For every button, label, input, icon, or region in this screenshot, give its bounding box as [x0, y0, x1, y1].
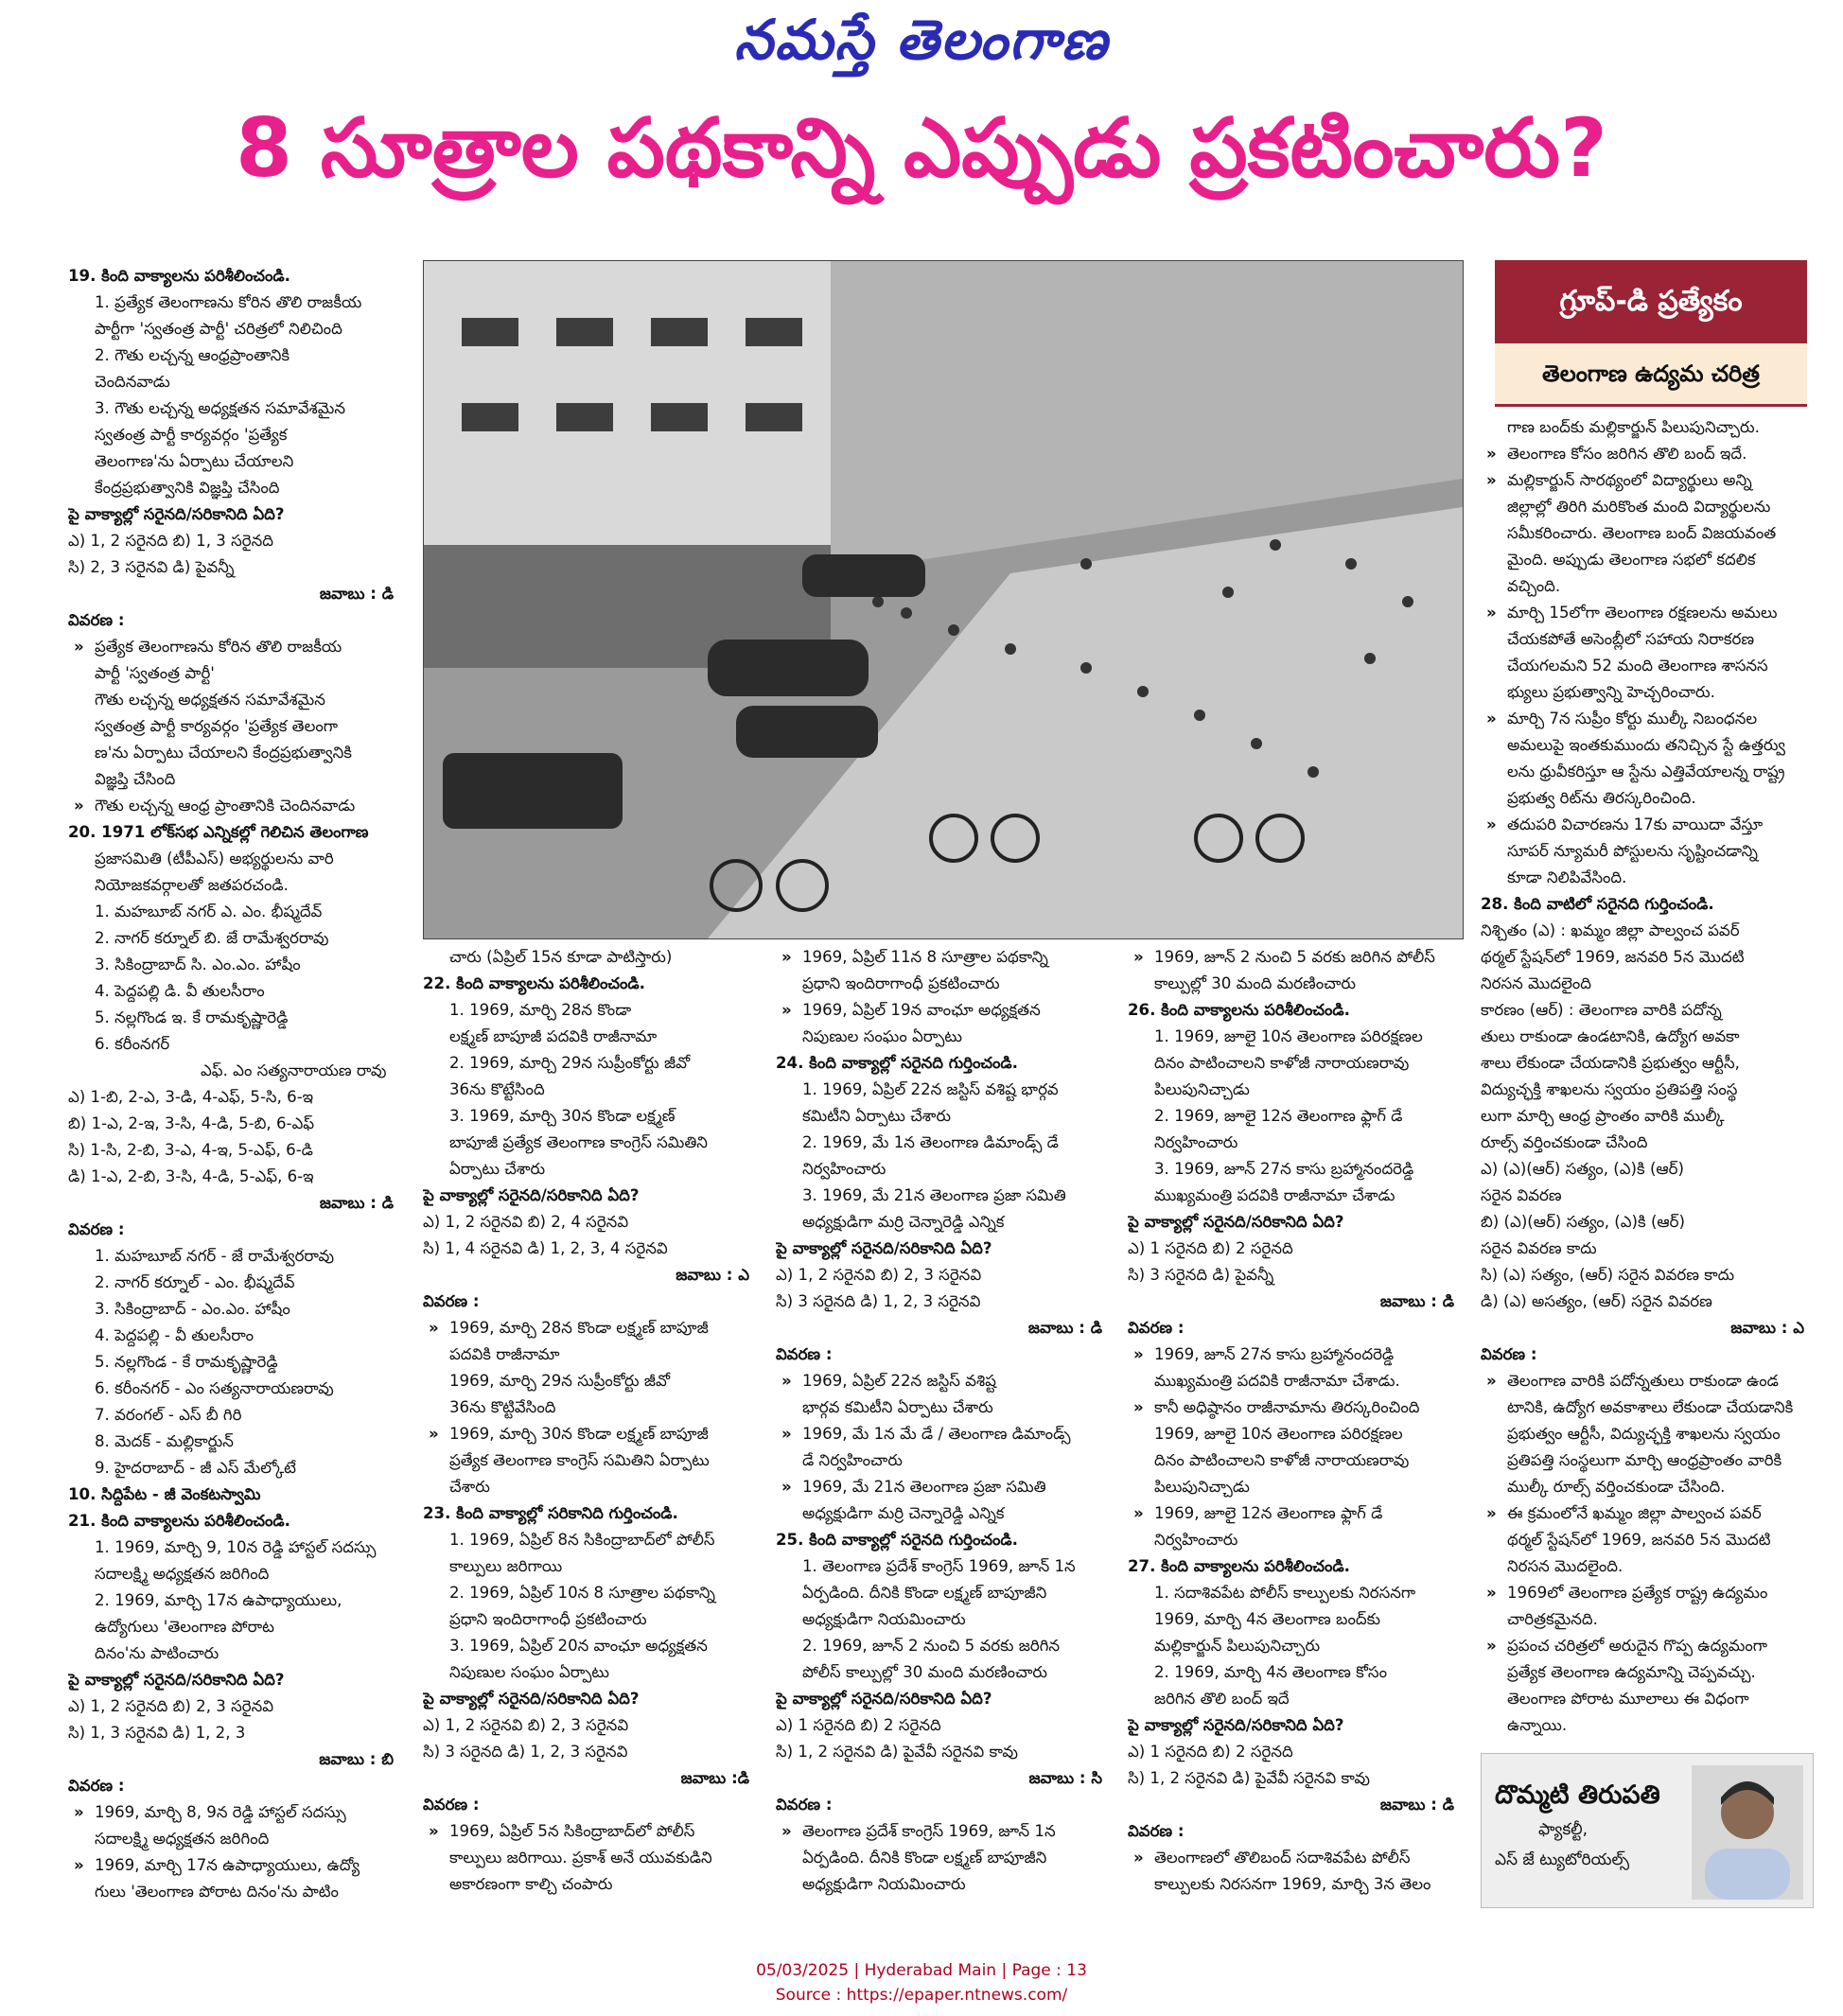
text-line: 5. నల్లగొండ ఇ. కే రామకృష్ణారెడ్డి [95, 1008, 289, 1026]
text-line: లక్ష్మణ్ బాపూజీ పదవికి రాజీనామా [449, 1027, 658, 1045]
text-line: పై వాక్యాల్లో సరైనది/సరికానిది ఏది? [776, 1239, 992, 1257]
text-line: పై వాక్యాల్లో సరైనది/సరికానిది ఏది? [1128, 1213, 1344, 1231]
text-line: 26. కింది వాక్యాలను పరిశీలించండి. [1128, 1001, 1350, 1019]
text-line: కాల్పులు జరిగాయి. ప్రకాశ్ అనే యువకుడిని [449, 1849, 712, 1867]
news-photo [423, 260, 1464, 939]
text-line: నిశ్చితం (ఎ) : ఖమ్మం జిల్లా పాల్వంచ పవర్ [1481, 921, 1740, 939]
text-line: » 1969, మే 21న తెలంగాణ ప్రజా సమితి [776, 1474, 1110, 1500]
text-line: ప్రభుత్వ రిట్‌ను తిరస్కరించింది. [1507, 789, 1696, 807]
text-line: ప్రభుత్వం ఆర్టీసీ, విద్యుచ్ఛక్తి శాఖలను స్వయం [1507, 1425, 1781, 1443]
text-line: చారు (ఏప్రిల్ 15న కూడా పాటిస్తారు) [449, 948, 673, 966]
text-line: » 1969, మార్చి 17న ఉపాధ్యాయులు, ఉద్యో [68, 1852, 401, 1879]
special-tag: గ్రూప్-డి ప్రత్యేకం [1495, 260, 1807, 343]
headline: 8 సూత్రాల పథకాన్ని ఎప్పుడు ప్రకటించారు? [236, 101, 1607, 196]
author-organization: ఎస్ జే ట్యుటోరియల్స్ [1495, 1850, 1630, 1869]
text-line: నిర్వహించారు [1154, 1133, 1238, 1151]
text-line: » 1969, మే 1న మే డే / తెలంగాణ డిమాండ్స్ [776, 1421, 1110, 1447]
text-line: జవాబు : డి [319, 1194, 394, 1212]
text-line: జరిగిన తొలి బంద్ ఇదే [1154, 1690, 1290, 1708]
text-line: చెందినవాడు [95, 373, 170, 391]
text-line: 8. మెదక్ - మల్లికార్జున్ [95, 1432, 234, 1450]
text-line: 23. కింది వాక్యాల్లో సరికానిది గుర్తించండి. [423, 1504, 678, 1522]
text-line: 3. 1969, మే 21న తెలంగాణ ప్రజా సమితి [802, 1186, 1066, 1204]
text-line: పై వాక్యాల్లో సరైనది/సరికానిది ఏది? [423, 1690, 640, 1708]
text-line: వివరణ : [423, 1796, 480, 1814]
text-line: 28. కింది వాటిలో సరైనది గుర్తించండి. [1481, 895, 1714, 913]
text-line: » 1969, ఏప్రిల్ 11న 8 సూత్రాల పథకాన్ని [776, 944, 1110, 971]
text-line: టానికి, ఉద్యోగ అవకాశాలు లేకుండా చేయడానికి [1507, 1398, 1794, 1416]
article-column-5 [1481, 414, 1812, 1746]
text-line: ఎ) 1 సరైనది బి) 2 సరైనది [1128, 1239, 1293, 1257]
text-line: 6. కరీంనగర్ - ఎం సత్యనారాయణరావు [95, 1379, 334, 1397]
text-line: బాపూజీ ప్రత్యేక తెలంగాణ కాంగ్రెస్ సమితిని [449, 1133, 708, 1151]
text-line: జవాబు : బి [319, 1750, 394, 1768]
text-line: » తెలంగాణ కోసం జరిగిన తొలి బంద్ ఇదే. [1481, 441, 1812, 467]
text-line: అకారణంగా కాల్చి చంపారు [449, 1875, 613, 1893]
text-line: దినం పాటించాలని కాళోజీ నారాయణరావు [1154, 1054, 1410, 1072]
text-line: 3. 1969, మార్చి 30న కొండా లక్ష్మణ్ [449, 1107, 676, 1125]
text-line: కాల్పుల్లో 30 మంది మరణించారు [1154, 974, 1356, 992]
text-line: నిపుణుల సంఘం ఏర్పాటు [802, 1027, 962, 1045]
text-line: వివరణ : [68, 1777, 125, 1795]
text-line: ప్రజాసమితి (టీపీఎస్) అభ్యర్థులను వారి [95, 850, 334, 868]
text-line: సి) 3 సరైనది డి) 1, 2, 3 సరైనవి [423, 1743, 628, 1761]
text-line: పై వాక్యాల్లో సరైనది/సరికానిది ఏది? [423, 1186, 640, 1204]
text-line: పిలుపునిచ్చాడు [1154, 1478, 1250, 1496]
text-line: » 1969, ఏప్రిల్ 5న సికింద్రాబాద్‌లో పోలీస్ [423, 1818, 757, 1845]
text-line: 36ను కొట్టేసింది [449, 1080, 545, 1098]
text-line: తెలంగాణ పోరాట మూలాలు ఈ విధంగా [1507, 1690, 1749, 1708]
text-line: ప్రధాని ఇందిరాగాంధీ ప్రకటించారు [449, 1610, 647, 1628]
text-line: » మల్లికార్జున్ సారథ్యంలో విద్యార్థులు అన్ని [1481, 467, 1812, 494]
author-photo [1692, 1765, 1803, 1900]
text-line: 1. మహబూబ్ నగర్ ఎ. ఎం. భీష్మదేవ్ [95, 903, 323, 920]
text-line: లుగా మార్చి ఆంధ్ర ప్రాంతం వారికి ముల్కీ [1481, 1107, 1725, 1125]
text-line: జవాబు : సి [1028, 1769, 1102, 1787]
text-line: » 1969, మార్చి 8, 9న రెడ్డి హాస్టల్ సదస్సు [68, 1799, 401, 1826]
text-line: 4. పెద్దపల్లి డి. వీ తులసీరాం [95, 982, 265, 1000]
text-line: ఏర్పడింది. దీనికి కొండా లక్ష్మణ్ బాపూజీని [802, 1584, 1047, 1602]
author-role: ఫ్యాకల్టీ, [1538, 1820, 1588, 1839]
text-line: భ్యులు ప్రభుత్వాన్ని హెచ్చరించారు. [1507, 683, 1715, 701]
text-line: అధ్యక్షుడిగా మర్రి చెన్నారెడ్డి ఎన్నిక [802, 1213, 1005, 1231]
text-line: » 1969, జూలై 12న తెలంగాణ ఫ్లాగ్ డే [1128, 1500, 1462, 1527]
text-line: 19. కింది వాక్యాలను పరిశీలించండి. [68, 267, 290, 285]
text-line: ముఖ్యమంత్రి పదవికి రాజీనామా చేశాడు [1154, 1186, 1395, 1204]
text-line: సరైన వివరణ [1481, 1186, 1562, 1204]
text-line: 3. గౌతు లచ్చన్న అధ్యక్షతన సమావేశమైన [95, 399, 345, 417]
text-line: 2. 1969, మార్చి 4న తెలంగాణ కోసం [1154, 1663, 1387, 1681]
text-line: అమలుపై ఇంతకుముందు తనిచ్చిన స్టే ఉత్తర్వు [1507, 736, 1785, 754]
text-line: ఎ) 1, 2 సరైనవి బి) 2, 3 సరైనవి [776, 1266, 982, 1284]
text-line: » మార్చి 15లోగా తెలంగాణ రక్షణలను అమలు [1481, 600, 1812, 626]
text-line: తులు రాకుండా ఉండటానికి, ఉద్యోగ అవకా [1481, 1027, 1740, 1045]
text-line: విజ్ఞప్తి చేసింది [95, 770, 176, 788]
text-line: కేంద్రప్రభుత్వానికి విజ్ఞప్తి చేసింది [95, 479, 280, 497]
text-line: ఎ) 1, 2 సరైనవి బి) 2, 3 సరైనవి [423, 1716, 629, 1734]
text-line: 21. కింది వాక్యాలను పరిశీలించండి. [68, 1512, 290, 1530]
text-line: 1969, మార్చి 4న తెలంగాణ బంద్‌కు [1154, 1610, 1380, 1628]
text-line: పార్టీ 'స్వతంత్ర పార్టీ' [95, 664, 215, 682]
text-line: డి) 1-ఎ, 2-బి, 3-సి, 4-డి, 5-ఎఫ్, 6-ఇ [68, 1167, 314, 1185]
text-line: 9. హైదరాబాద్ - జీ ఎస్ మేల్కోటే [95, 1459, 296, 1477]
text-line: » 1969, జూన్ 2 నుంచి 5 వరకు జరిగిన పోలీస్ [1128, 944, 1462, 971]
text-line: నిరసన మొదలైంది. [1507, 1557, 1624, 1575]
page-footer [0, 1958, 1843, 2007]
text-line: 2. 1969, ఏప్రిల్ 10న 8 సూత్రాల పథకాన్ని [449, 1584, 715, 1602]
text-line: 1969, జూలై 10న తెలంగాణ పరిరక్షణల [1154, 1425, 1403, 1443]
text-line: వివరణ : [1128, 1822, 1185, 1840]
topic-tag: తెలంగాణ ఉద్యమ చరిత్ర [1495, 343, 1807, 407]
text-line: అధ్యక్షుడిగా మర్రి చెన్నారెడ్డి ఎన్నిక [802, 1504, 1005, 1522]
text-line: » 1969, జూన్ 27న కాసు బ్రహ్మానందరెడ్డి [1128, 1341, 1462, 1368]
text-line: ఉన్నాయి. [1507, 1716, 1568, 1734]
text-line: నిర్వహించారు [1154, 1531, 1238, 1549]
text-line: జవాబు : ఎ [1730, 1319, 1804, 1337]
text-line: గాణ బంద్‌కు మల్లికార్జున్ పిలుపునిచ్చారు. [1507, 418, 1760, 436]
text-line: థర్మల్ స్టేషన్‌లో 1969, జనవరి 5న మొదటి [1507, 1531, 1771, 1549]
text-line: 2. గౌతు లచ్చన్న ఆంధ్రప్రాంతానికి [95, 346, 290, 364]
text-line: జవాబు : డి [1379, 1292, 1454, 1310]
text-line: సదాలక్ష్మి అధ్యక్షతన జరిగింది [95, 1565, 270, 1583]
text-line: పై వాక్యాల్లో సరైనది/సరికానిది ఏది? [1128, 1716, 1344, 1734]
text-line: 1. తెలంగాణ ప్రదేశ్ కాంగ్రెస్ 1969, జూన్ 1న [802, 1557, 1076, 1575]
crowd-photo-illustration [424, 261, 1463, 938]
text-line: నిపుణుల సంఘం ఏర్పాటు [449, 1663, 609, 1681]
author-box [1481, 1753, 1814, 1908]
text-line: ఎఫ్. ఎం సత్యనారాయణ రావు [201, 1061, 387, 1079]
text-line: దినం'ను పాటించారు [95, 1644, 219, 1662]
text-line: 1. 1969, జూలై 10న తెలంగాణ పరిరక్షణల [1154, 1027, 1423, 1045]
article-column-1 [68, 263, 401, 1909]
text-line: ణ'ను ఏర్పాటు చేయాలని కేంద్రప్రభుత్వానికి [95, 744, 352, 762]
text-line: 6. కరీంనగర్ [95, 1035, 170, 1053]
text-line: చేయగలమని 52 మంది తెలంగాణ శాసనస [1507, 657, 1768, 675]
text-line: చారిత్రకమైనది. [1507, 1610, 1598, 1628]
text-line: » తెలంగాణలో తొలిబంద్ సదాశివపేట పోలీస్ [1128, 1845, 1462, 1871]
text-line: 1. 1969, మార్చి 9, 10న రెడ్డి హాస్టల్ సదస్సు [95, 1538, 377, 1556]
text-line: సరైన వివరణ కాదు [1481, 1239, 1597, 1257]
text-line: » 1969, మార్చి 30న కొండా లక్ష్మణ్ బాపూజీ [423, 1421, 757, 1447]
text-line: 24. కింది వాక్యాల్లో సరైనది గుర్తించండి. [776, 1054, 1018, 1072]
text-line: జవాబు : డి [319, 585, 394, 603]
author-name: దొమ్మటి తిరుపతి [1495, 1780, 1660, 1810]
text-line: 3. 1969, జూన్ 27న కాసు బ్రహ్మానందరెడ్డి [1154, 1160, 1414, 1178]
text-line: 2. నాగర్ కర్నూల్ బి. జే రామేశ్వరరావు [95, 929, 329, 947]
text-line: వివరణ : [68, 611, 125, 629]
text-line: కాల్పులు జరిగాయి [449, 1557, 563, 1575]
text-line: » మార్చి 7న సుప్రీం కోర్టు ముల్కీ నిబంధనల [1481, 706, 1812, 732]
text-line: ముఖ్యమంత్రి పదవికి రాజీనామా చేశాడు. [1154, 1372, 1400, 1390]
text-line: జిల్లాల్లో తిరిగి మరికొంత మంది విద్యార్థులను [1507, 498, 1771, 516]
text-line: 2. 1969, మే 1న తెలంగాణ డిమాండ్స్ డే [802, 1133, 1059, 1151]
text-line: సమీకరించారు. తెలంగాణ బంద్ విజయవంత [1507, 524, 1777, 542]
text-line: 2. 1969, మార్చి 17న ఉపాధ్యాయులు, [95, 1591, 342, 1609]
text-line: డే నిర్వహించారు [802, 1451, 903, 1469]
text-line: వివరణ : [776, 1345, 833, 1363]
text-line: 4. పెద్దపల్లి - వీ తులసీరాం [95, 1326, 255, 1344]
text-line: రూల్స్ వర్తించకుండా చేసింది [1481, 1133, 1648, 1151]
text-line: కూడా నిలిపివేసింది. [1507, 868, 1627, 886]
text-line: సదాలక్ష్మి అధ్యక్షతన జరిగింది [95, 1830, 270, 1848]
text-line: నిరసన మొదలైంది [1481, 974, 1591, 992]
text-line: » ప్రత్యేక తెలంగాణను కోరిన తొలి రాజకీయ [68, 634, 401, 660]
text-line: 3. 1969, ఏప్రిల్ 20న వాంఛూ అధ్యక్షతన [449, 1637, 708, 1655]
text-line: వివరణ : [776, 1796, 833, 1814]
text-line: భార్గవ కమిటీని ఏర్పాటు చేశారు [802, 1398, 993, 1416]
text-line: వివరణ : [68, 1220, 125, 1238]
text-line: జవాబు : డి [1027, 1319, 1102, 1337]
text-line: కారణం (ఆర్) : తెలంగాణ వారికి పదోన్న [1481, 1001, 1722, 1019]
text-line: 1. 1969, ఏప్రిల్ 8న సికింద్రాబాద్‌లో పోలీస్ [449, 1531, 715, 1549]
text-line: జవాబు : డి [1379, 1796, 1454, 1814]
text-line: 25. కింది వాక్యాల్లో సరైనది గుర్తించండి. [776, 1531, 1018, 1549]
text-line: 3. సికింద్రాబాద్ - ఎం.ఎం. హాషీం [95, 1300, 290, 1318]
text-line: నిర్వహించారు [802, 1160, 886, 1178]
masthead-logo: నమస్తే తెలంగాణ [734, 8, 1109, 72]
text-line: బి) 1-ఎ, 2-ఇ, 3-సి, 4-డి, 5-బి, 6-ఎఫ్ [68, 1114, 315, 1132]
text-line: 1969, మార్చి 29న సుప్రీంకోర్టు జీవో [449, 1372, 671, 1390]
text-line: కాల్పులకు నిరసనగా 1969, మార్చి 3న తెలం [1154, 1875, 1431, 1893]
text-line: మల్లికార్జున్ పిలుపునిచ్చారు [1154, 1637, 1321, 1655]
text-line: పిలుపునిచ్చాడు [1154, 1080, 1250, 1098]
text-line: ఎ) 1-బి, 2-ఎ, 3-డి, 4-ఎఫ్, 5-సి, 6-ఇ [68, 1088, 314, 1106]
text-line: 2. నాగర్ కర్నూల్ - ఎం. భీష్మదేవ్ [95, 1273, 295, 1291]
text-line: ప్రత్యేక తెలంగాణ కాంగ్రెస్ సమితిని ఏర్పాటు [449, 1451, 710, 1469]
text-line: 1. 1969, ఏప్రిల్ 22న జస్టిస్ వశిష్ట భార్గవ [802, 1080, 1059, 1098]
text-line: » గౌతు లచ్చన్న ఆంధ్ర ప్రాంతానికి చెందినవాడు [68, 793, 401, 819]
text-line: 1. 1969, మార్చి 28న కొండా [449, 1001, 632, 1019]
text-line: గౌతు లచ్చన్న అధ్యక్షతన సమావేశమైన [95, 691, 325, 709]
text-line: » తదుపరి విచారణను 17కు వాయిదా వేస్తూ [1481, 812, 1812, 838]
article-column-2 [423, 944, 757, 1909]
text-line: » 1969, మార్చి 28న కొండా లక్ష్మణ్ బాపూజీ [423, 1315, 757, 1341]
text-line: డి) (ఎ) అసత్యం, (ఆర్) సరైన వివరణ [1481, 1292, 1712, 1310]
text-line: స్వతంత్ర పార్టీ కార్యవర్గం 'ప్రత్యేక [95, 426, 288, 444]
text-line: పోలీస్ కాల్పుల్లో 30 మంది మరణించారు [802, 1663, 1047, 1681]
text-line: బి) (ఎ)(ఆర్) సత్యం, (ఎ)కి (ఆర్) [1481, 1213, 1685, 1231]
text-line: ఎ) 1, 2 సరైనవి బి) 2, 4 సరైనవి [423, 1213, 629, 1231]
text-line: విద్యుచ్ఛక్తి శాఖలను స్వయం ప్రతిపత్తి సంస్థ [1481, 1080, 1738, 1098]
text-line: 3. సికింద్రాబాద్ సి. ఎం.ఎం. హాషీం [95, 955, 301, 973]
text-line: సి) 1, 3 సరైనవి డి) 1, 2, 3 [68, 1724, 246, 1742]
text-line: » 1969లో తెలంగాణ ప్రత్యేక రాష్ట్ర ఉద్యమం [1481, 1580, 1812, 1606]
text-line: » ప్రపంచ చరిత్రలో అరుదైన గొప్ప ఉద్యమంగా [1481, 1633, 1812, 1659]
text-line: అధ్యక్షుడిగా నియమించారు [802, 1875, 966, 1893]
text-line: 27. కింది వాక్యాలను పరిశీలించండి. [1128, 1557, 1350, 1575]
text-line: శాలు లేకుండా చేయడానికి ప్రభుత్వం ఆర్టీసీ, [1481, 1054, 1740, 1072]
text-line: 1. ప్రత్యేక తెలంగాణను కోరిన తొలి రాజకీయ [95, 293, 362, 311]
text-line: ప్రధాని ఇందిరాగాంధీ ప్రకటించారు [802, 974, 1000, 992]
text-line: 5. నల్లగొండ - కే రామకృష్ణారెడ్డి [95, 1353, 278, 1371]
text-line: సూపర్ న్యూమరీ పోస్టులను సృష్టించడాన్ని [1507, 842, 1758, 860]
text-line: జవాబు : ఎ [676, 1266, 749, 1284]
text-line: ఎ) 1, 2 సరైనది బి) 2, 3 సరైనవి [68, 1697, 274, 1715]
text-line: ఎ) (ఎ)(ఆర్) సత్యం, (ఎ)కి (ఆర్) [1481, 1160, 1684, 1178]
text-line: 2. 1969, జూన్ 2 నుంచి 5 వరకు జరిగిన [802, 1637, 1061, 1655]
text-line: » ఈ క్రమంలోనే ఖమ్మం జిల్లా పాల్వంచ పవర్ [1481, 1500, 1812, 1527]
footer-source: Source : https://epaper.ntnews.com/ [775, 1986, 1068, 2005]
text-line: 20. 1971 లోక్‌సభ ఎన్నికల్లో గెలిచిన తెలంగాణ [68, 823, 369, 841]
text-line: సి) 2, 3 సరైనవి డి) పైవన్నీ [68, 558, 235, 576]
text-line: 1. మహబూబ్ నగర్ - జే రామేశ్వరరావు [95, 1247, 335, 1265]
text-line: » 1969, ఏప్రిల్ 19న వాంఛూ అధ్యక్షతన [776, 997, 1110, 1024]
text-line: గులు 'తెలంగాణ పోరాట దినం'ను పాటిం [95, 1883, 339, 1901]
text-line: 1. సదాశివపేట పోలీస్ కాల్పులకు నిరసనగా [1154, 1584, 1416, 1602]
text-line: సి) 1-సి, 2-బి, 3-ఎ, 4-ఇ, 5-ఎఫ్, 6-డి [68, 1141, 313, 1159]
text-line: ఎ) 1 సరైనది బి) 2 సరైనది [1128, 1743, 1293, 1761]
text-line: వచ్చింది. [1507, 577, 1561, 595]
text-line: అధ్యక్షుడిగా నియమించారు [802, 1610, 966, 1628]
text-line: స్వతంత్ర పార్టీ కార్యవర్గం 'ప్రత్యేక తెలంగా [95, 717, 339, 735]
text-line: ఉద్యోగులు 'తెలంగాణ పోరాట [95, 1618, 274, 1636]
text-line: ముల్కీ రూల్స్ వర్తించకుండా చేసింది. [1507, 1478, 1726, 1496]
text-line: » తెలంగాణ ప్రదేశ్ కాంగ్రెస్ 1969, జూన్ 1న [776, 1818, 1110, 1845]
text-line: లను ధ్రువీకరిస్తూ ఆ స్టేను ఎత్తివేయాలన్న రాష్ట్ర [1507, 763, 1785, 780]
text-line: జవాబు :డి [680, 1769, 749, 1787]
text-line: 2. 1969, మార్చి 29న సుప్రీంకోర్టు జీవో [449, 1054, 691, 1072]
text-line: సి) 1, 2 సరైనవి డి) పైవేవీ సరైనవి కావు [776, 1743, 1018, 1761]
text-line: 7. వరంగల్ - ఎస్ బీ గిరి [95, 1406, 242, 1424]
text-line: పార్టీగా 'స్వతంత్ర పార్టీ' చరిత్రలో నిలిచింది [95, 320, 342, 338]
text-line: దినం పాటించాలని కాళోజీ నారాయణరావు [1154, 1451, 1410, 1469]
text-line: థర్మల్ స్టేషన్‌లో 1969, జనవరి 5న మొదటి [1481, 948, 1745, 966]
text-line: పై వాక్యాల్లో సరైనది/సరికానిది ఏది? [68, 1671, 285, 1689]
text-line: ప్రత్యేక తెలంగాణ ఉద్యమాన్ని చెప్పవచ్చు. [1507, 1663, 1756, 1681]
text-line: 10. సిద్దిపేట - జీ వెంకటస్వామి [68, 1485, 261, 1503]
text-line: ఎ) 1, 2 సరైనది బి) 1, 3 సరైనది [68, 532, 273, 550]
text-line: వివరణ : [423, 1292, 480, 1310]
text-line: » కానీ అధిష్ఠానం రాజీనామాను తిరస్కరించింది [1128, 1394, 1462, 1421]
text-line: ఏర్పడింది. దీనికి కొండా లక్ష్మణ్ బాపూజీని [802, 1849, 1047, 1867]
footer-date-edition: 05/03/2025 | Hyderabad Main | Page : 13 [756, 1961, 1087, 1980]
text-line: » 1969, ఏప్రిల్ 22న జస్టిస్ వశిష్ట [776, 1368, 1110, 1394]
text-line: 2. 1969, జూలై 12న తెలంగాణ ఫ్లాగ్ డే [1154, 1107, 1403, 1125]
article-column-3 [776, 944, 1110, 1909]
text-line: » తెలంగాణ వారికి పదోన్నతులు రాకుండా ఉండ [1481, 1368, 1812, 1394]
article-column-4 [1128, 944, 1462, 1909]
text-line: పదవికి రాజీనామా [449, 1345, 560, 1363]
text-line: నియోజకవర్గాలతో జతపరచండి. [95, 876, 289, 894]
text-line: ప్రతిపత్తి సంస్థలుగా మార్చి ఆంధ్రప్రాంతం వారికి [1507, 1451, 1782, 1469]
text-line: చేయకపోతే అసెంబ్లీలో సహాయ నిరాకరణ [1507, 630, 1755, 648]
text-line: సి) 1, 4 సరైనవి డి) 1, 2, 3, 4 సరైనవి [423, 1239, 668, 1257]
text-line: చేశారు [449, 1478, 490, 1496]
text-line: 36ను కొట్టివేసింది [449, 1398, 556, 1416]
text-line: ఎ) 1 సరైనది బి) 2 సరైనది [776, 1716, 941, 1734]
text-line: వివరణ : [1481, 1345, 1537, 1363]
text-line: తెలంగాణ'ను ఏర్పాటు చేయాలని [95, 452, 294, 470]
text-line: ఏర్పాటు చేశారు [449, 1160, 546, 1178]
text-line: సి) 1, 2 సరైనవి డి) పైవేవీ సరైనవి కావు [1128, 1769, 1370, 1787]
text-line: సి) (ఎ) సత్యం, (ఆర్) సరైన వివరణ కాదు [1481, 1266, 1735, 1284]
text-line: మైంది. అప్పుడు తెలంగాణ సభలో కదలిక [1507, 551, 1756, 569]
text-line: పై వాక్యాల్లో సరైనది/సరికానిది ఏది? [776, 1690, 992, 1708]
text-line: కమిటీని ఏర్పాటు చేశారు [802, 1107, 952, 1125]
text-line: 22. కింది వాక్యాలను పరిశీలించండి. [423, 974, 645, 992]
text-line: వివరణ : [1128, 1319, 1185, 1337]
text-line: సి) 3 సరైనది డి) పైవన్నీ [1128, 1266, 1274, 1284]
text-line: పై వాక్యాల్లో సరైనది/సరికానిది ఏది? [68, 505, 285, 523]
text-line: సి) 3 సరైనది డి) 1, 2, 3 సరైనవి [776, 1292, 981, 1310]
